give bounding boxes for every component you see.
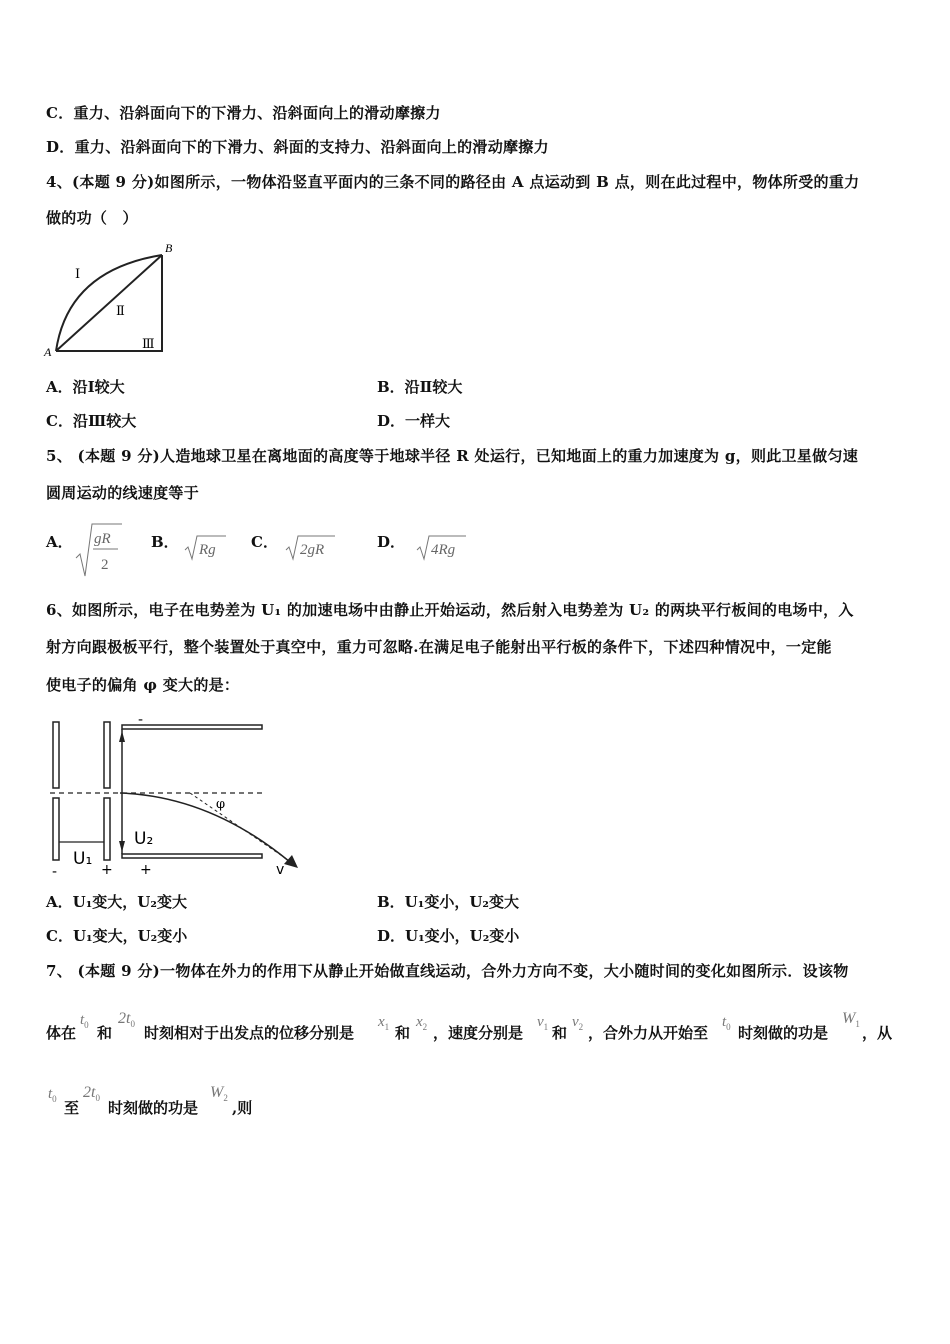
- q7-text-line2-c: ，合外力从开始至: [588, 1024, 709, 1042]
- point-a-label: A: [44, 345, 52, 359]
- q7-sym-v1: $v_1$: [537, 1014, 549, 1032]
- q5-option-b-label: B．: [151, 533, 179, 551]
- q7-text-line2-b: ，速度分别是: [433, 1024, 524, 1042]
- q7-sym-x1: $x_1$: [378, 1014, 390, 1032]
- q7-sym-2t0-b: $2t_0$: [83, 1084, 100, 1104]
- svg-text:-: -: [52, 864, 58, 880]
- q7-sym-t0-b: $t_0$: [722, 1014, 731, 1032]
- q7-text-line3-a: 时刻做的功是: [108, 1099, 199, 1117]
- q5-option-c-formula: [285, 534, 337, 562]
- q6-stem-line1: 6、如图所示，电子在电势差为 U₁ 的加速电场中由静止开始运动，然后射入电势差为 U₂ 的两块平行板间的电场中，入: [46, 601, 854, 619]
- svg-text:gR: gR: [94, 531, 111, 547]
- svg-text:φ: φ: [216, 797, 226, 812]
- q4-stem-line2: 做的功（ ）: [46, 209, 138, 227]
- q7-text-line2-e: ，从: [862, 1024, 893, 1042]
- q5-option-d-formula: [416, 534, 468, 562]
- q7-text-he1: 和: [97, 1024, 113, 1042]
- svg-text:Rg: Rg: [199, 542, 216, 558]
- svg-text:2gR: 2gR: [300, 542, 325, 558]
- svg-text:U₂: U₂: [134, 829, 154, 849]
- path-i-label: Ⅰ: [75, 267, 81, 282]
- q7-text-he2: 和: [395, 1024, 411, 1042]
- q6-option-b: B．U₁变小，U₂变大: [377, 893, 519, 911]
- q5-stem-line1: 5、 (本题 9 分)人造地球卫星在离地面的高度等于地球半径 R 处运行，已知地面上的重力加速度为 g，则此卫星做匀速: [46, 447, 859, 465]
- q7-sym-w1: $W_1$: [842, 1010, 860, 1030]
- svg-text:-: -: [138, 712, 144, 728]
- q5-option-a-formula: [74, 522, 124, 578]
- q4-option-b: B．沿Ⅱ较大: [377, 378, 463, 396]
- q4-path-figure: [40, 238, 180, 360]
- q7-sym-t0-a: $t_0$: [80, 1012, 89, 1030]
- q7-stem-line1: 7、 (本题 9 分)一物体在外力的作用下从静止开始做直线运动，合外力方向不变，大小随时间的变化如图所示．设该物: [46, 962, 849, 980]
- point-b-label: B: [165, 241, 173, 255]
- svg-text:+: +: [140, 862, 152, 878]
- q6-option-d: D．U₁变小，U₂变小: [377, 927, 520, 945]
- q4-option-a: A．沿Ⅰ较大: [46, 378, 125, 396]
- q6-option-c: C．U₁变大，U₂变小: [46, 927, 188, 945]
- svg-text:4Rg: 4Rg: [431, 542, 456, 558]
- path-ii-label: Ⅱ: [116, 304, 125, 319]
- q7-text-line2-a: 时刻相对于出发点的位移分别是: [144, 1024, 355, 1042]
- q7-text-zhi: 至: [64, 1099, 80, 1117]
- q6-stem-line3: 使电子的偏角 φ 变大的是：: [46, 676, 240, 694]
- q4-option-d: D．一样大: [377, 412, 451, 430]
- svg-text:+: +: [101, 862, 113, 878]
- q4-stem-line1: 4、(本题 9 分)如图所示，一物体沿竖直平面内的三条不同的路径由 A 点运动到 B 点，则在此过程中，物体所受的重力: [46, 173, 860, 191]
- q4-option-c: C．沿Ⅲ较大: [46, 412, 137, 430]
- q7-text-line2-d: 时刻做的功是: [738, 1024, 829, 1042]
- q7-sym-w2: $W_2$: [210, 1084, 228, 1104]
- q5-stem-line2: 圆周运动的线速度等于: [46, 484, 200, 502]
- q5-option-d-label: D．: [377, 533, 406, 551]
- q7-sym-2t0-a: $2t_0$: [118, 1010, 135, 1030]
- q5-option-a-label: A．: [46, 533, 73, 551]
- svg-text:U₁: U₁: [73, 849, 93, 869]
- q5-option-c-label: C．: [251, 533, 278, 551]
- q7-text-line3-b: ,则: [232, 1099, 253, 1117]
- svg-text:2: 2: [101, 557, 109, 573]
- q7-sym-x2: $x_2$: [416, 1014, 428, 1032]
- q5-option-b-formula: [184, 534, 228, 562]
- q7-text-he3: 和: [552, 1024, 568, 1042]
- q7-text-tizai: 体在: [46, 1024, 77, 1042]
- path-iii-label: Ⅲ: [142, 337, 155, 352]
- q3-option-d: D．重力、沿斜面向下的下滑力、斜面的支持力、沿斜面向上的滑动摩擦力: [46, 138, 549, 156]
- q6-electron-figure: [40, 712, 310, 882]
- q6-stem-line2: 射方向跟极板平行，整个装置处于真空中，重力可忽略.在满足电子能射出平行板的条件下，下述四种情况中，一定能: [46, 638, 832, 656]
- q6-option-a: A．U₁变大，U₂变大: [46, 893, 187, 911]
- q7-sym-t0-c: $t_0$: [48, 1086, 57, 1104]
- q7-sym-v2: $v_2$: [572, 1014, 584, 1032]
- q3-option-c: C．重力、沿斜面向下的下滑力、沿斜面向上的滑动摩擦力: [46, 104, 441, 122]
- svg-text:v: v: [276, 862, 285, 878]
